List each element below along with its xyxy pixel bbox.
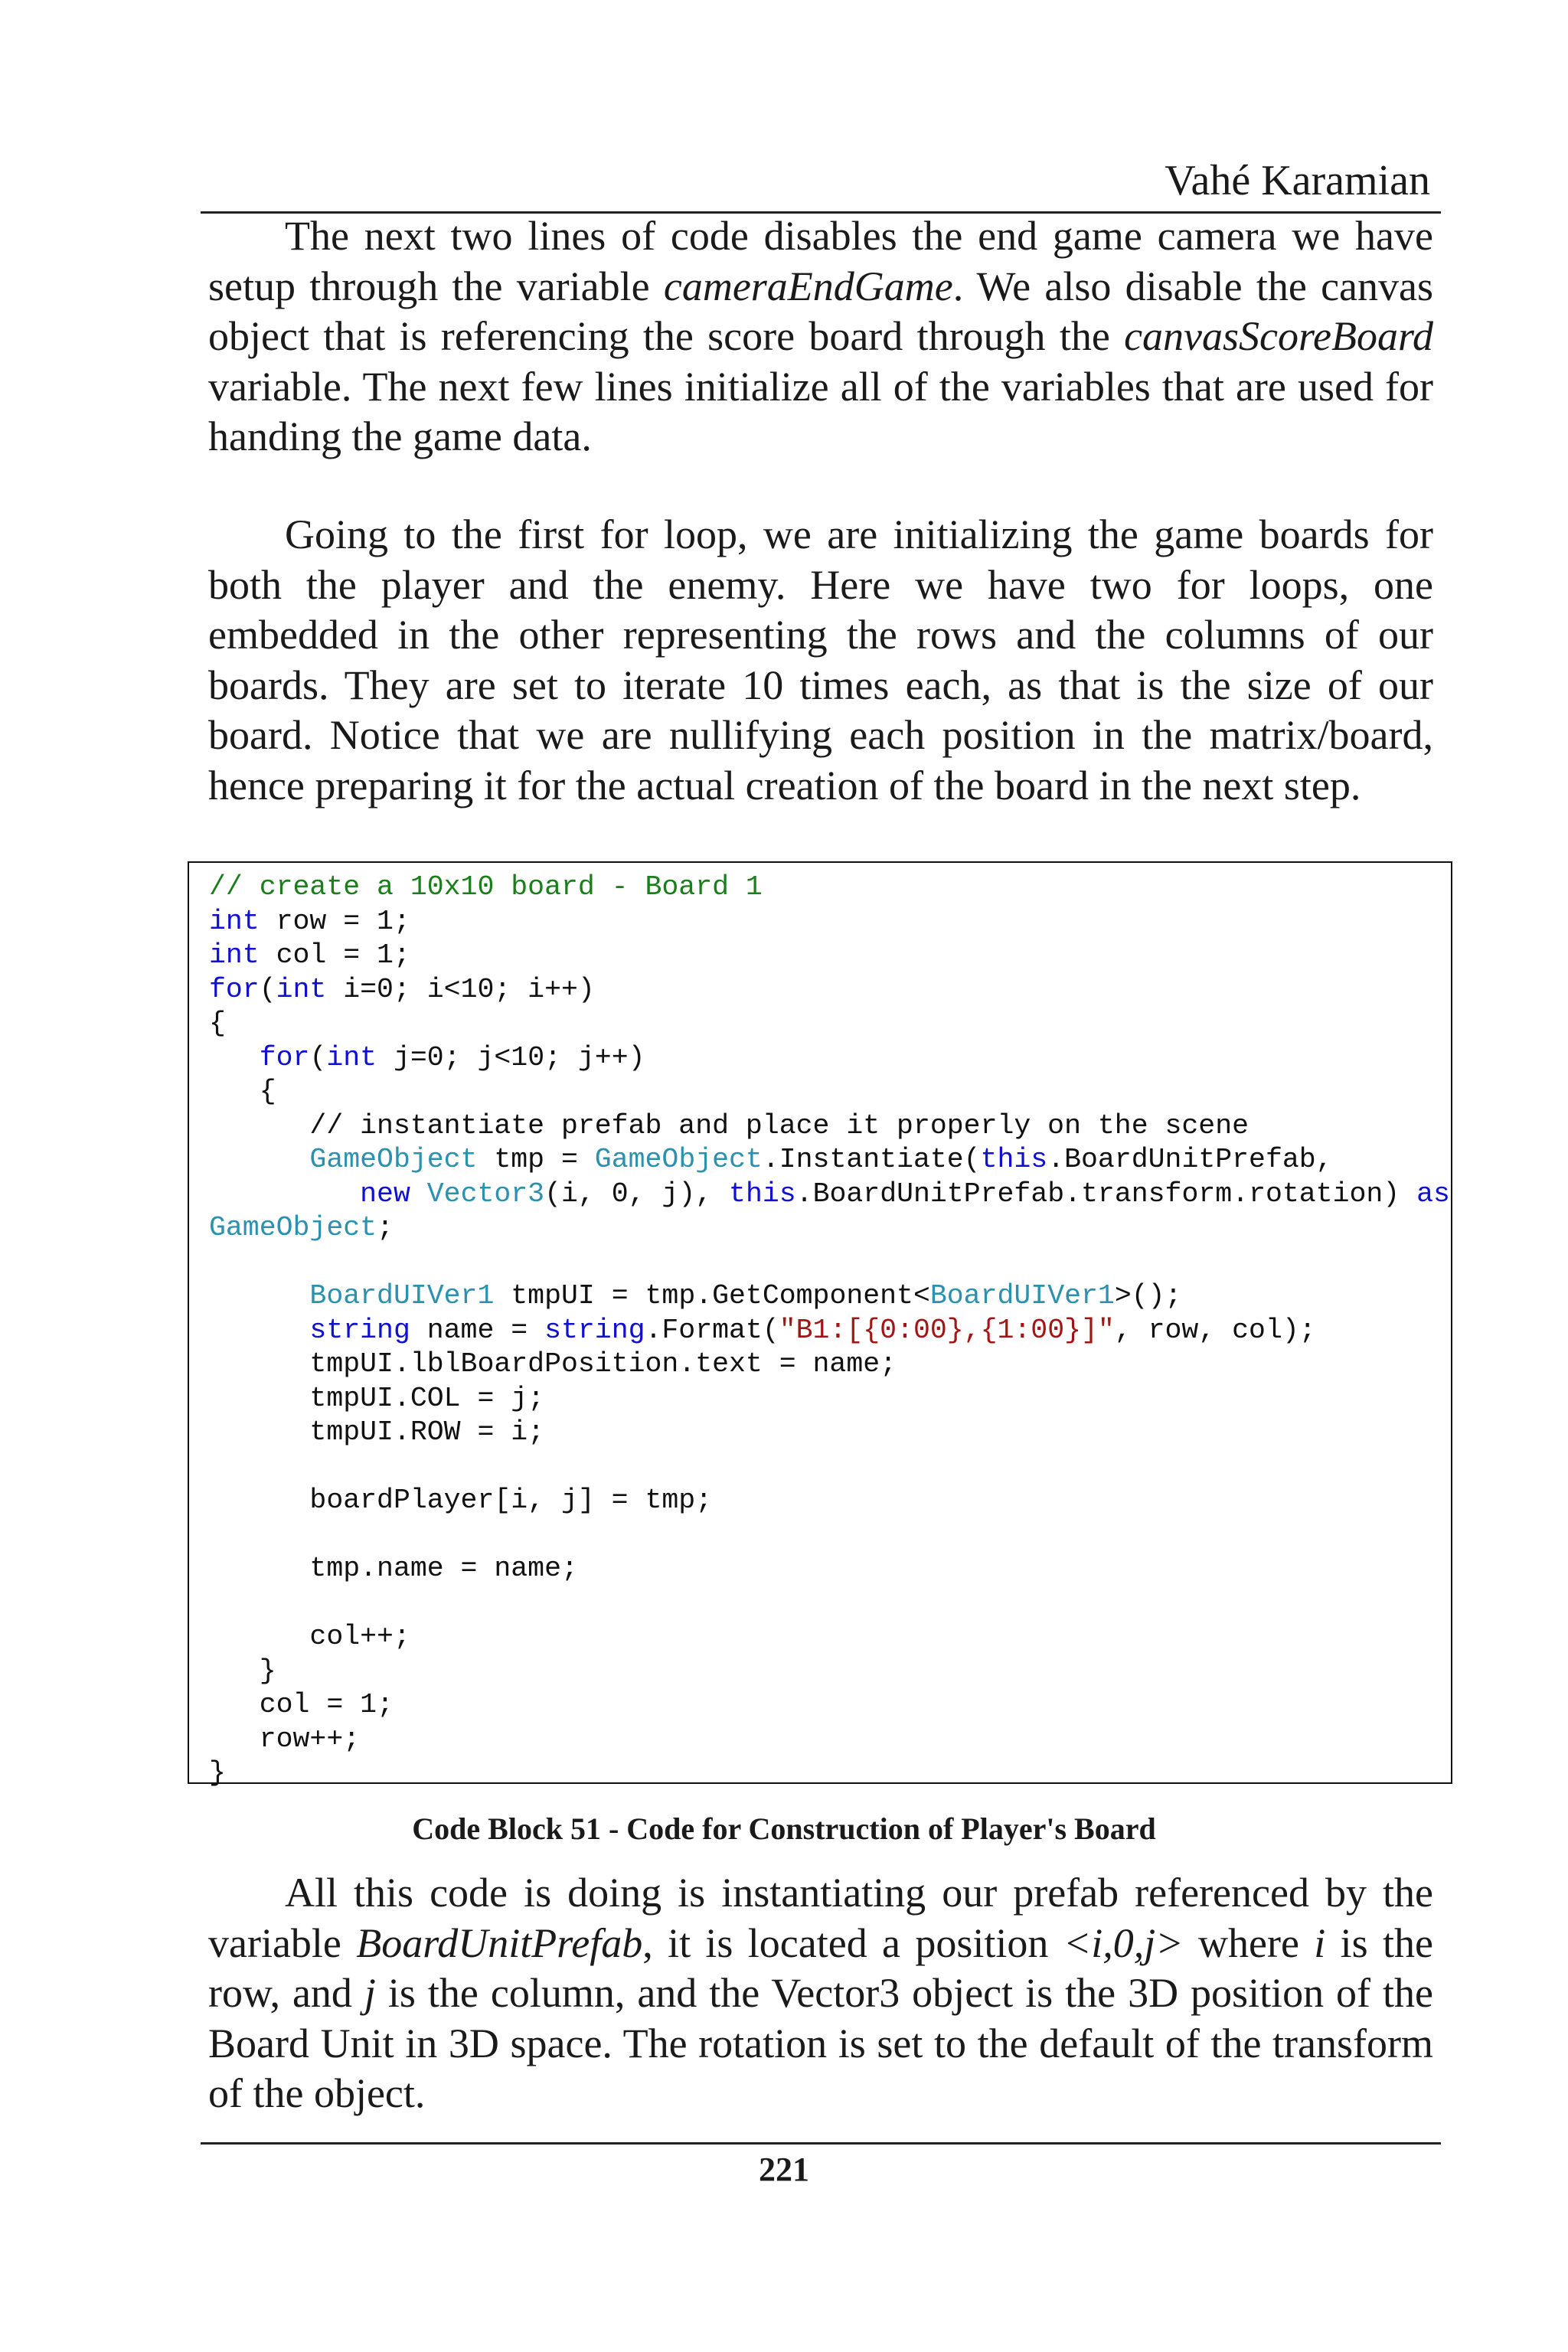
code-block-caption: Code Block 51 - Code for Construction of Player's Board [412,1811,1156,1846]
code-line [209,871,1450,905]
paragraph-3-variable-i: i [1314,1919,1326,1966]
paragraph-3-text-2: , it is located a position [642,1919,1063,1966]
code-token: for [209,973,260,1005]
paragraph-1-variable-camera-end-game: cameraEndGame [663,263,953,309]
code-token: this [980,1144,1048,1175]
paragraph-3 [208,1868,1433,2119]
code-lines [209,871,1450,1791]
code-line [209,939,1450,973]
code-token: "B1:[{0:00},{1:00}]" [779,1314,1115,1346]
paragraph-2 [208,510,1433,811]
paragraph-2-text: Going to the first for loop, we are initializing the game boards for both the player and the enemy. Here we have two for loops, one embedded in the other representing the rows and the columns of our boards. They are set to iterate 10 times each, as that is the size of our board. Notice that we are nullifying each position in the matrix/board, hence preparing it for the actual creation of the board in the next step. [208,511,1433,808]
code-token: } [209,1757,226,1788]
code-token [209,1315,309,1346]
code-token: ( [309,1041,327,1073]
code-token: , row, col); [1114,1314,1316,1346]
code-token: this [729,1178,796,1210]
code-line [209,1279,1450,1314]
code-line [209,1211,1450,1246]
header-author: Vahé Karamian [1165,157,1430,204]
code-token: string [544,1314,645,1346]
code-line [209,905,1450,939]
code-line [209,1382,1450,1416]
paragraph-3-text-4: is the row, and [208,1919,1433,2016]
code-token: tmpUI = tmp.GetComponent< [494,1280,930,1312]
code-line [209,1552,1450,1586]
paragraph-1-variable-canvas-score-board: canvasScoreBoard [1124,313,1433,359]
code-token: { [209,1008,226,1039]
code-line [209,1484,1450,1518]
code-token: Vector3 [426,1178,545,1210]
code-token: name = [410,1314,545,1346]
code-line [209,1416,1450,1450]
code-line [209,1143,1450,1178]
code-line [209,1109,1450,1144]
paragraph-3-variable-board-unit-prefab: BoardUnitPrefab [356,1919,643,1966]
code-token: i=0; i<10; i++) [326,973,595,1005]
code-token: { [209,1076,276,1107]
code-token: j=0; j<10; j++) [377,1041,645,1073]
code-line [209,1075,1450,1109]
code-line [209,1178,1450,1212]
paragraph-3-position-vector: <i,0,j> [1063,1919,1184,1966]
code-line [209,1586,1450,1621]
code-token [209,1178,360,1210]
code-token: row++; [209,1723,361,1755]
code-token: tmp = [477,1144,595,1175]
code-token: >(); [1114,1280,1182,1312]
code-token: (i, 0, j), [544,1178,730,1210]
code-line [209,1007,1450,1041]
paragraph-1-text-1: The next two lines of code disables the end game camera we have setup through the variable [208,213,1433,309]
code-token: GameObject [209,1212,377,1243]
code-token: tmp.name = name; [209,1553,578,1584]
code-token: for [259,1041,310,1073]
code-line [209,1450,1450,1485]
code-token [209,1042,260,1073]
code-token: col = 1; [259,939,410,971]
code-line [209,1688,1450,1723]
code-token [209,1280,309,1312]
code-token: BoardUIVer1 [309,1280,495,1312]
code-token: .Format( [645,1314,779,1346]
code-token: // instantiate prefab and place it properly on the scene [209,1109,1250,1142]
code-line [209,1041,1450,1076]
code-token: BoardUIVer1 [929,1280,1115,1312]
code-line [209,1756,1450,1791]
paragraph-3-text-1: All this code is doing is instantiating our prefab referenced by the variable [208,1870,1433,1966]
code-token: } [209,1655,276,1687]
code-token: new [360,1178,410,1210]
code-token: int [209,939,260,971]
code-token: GameObject [309,1144,478,1175]
paragraph-1-text-3: variable. The next few lines initialize all of the variables that are used for handing the game data. [208,363,1433,459]
paragraph-3-text-3: where [1183,1919,1315,1966]
code-token: ; [377,1212,394,1243]
code-block [188,861,1452,1788]
code-line [209,1518,1450,1553]
code-token: ( [259,973,276,1005]
code-token: tmpUI.ROW = i; [209,1416,545,1448]
code-token: int [326,1041,377,1073]
code-line [209,1723,1450,1757]
code-token: string [309,1314,410,1346]
code-line [209,1246,1450,1280]
footer-rule [201,2142,1441,2145]
code-token: as [1416,1178,1450,1210]
code-token [410,1178,427,1210]
code-token: GameObject [594,1144,763,1175]
code-token: tmpUI.COL = j; [209,1382,545,1414]
code-line [209,1348,1450,1382]
code-token: int [209,905,260,937]
paragraph-3-variable-j: j [364,1970,376,2016]
code-token: // create a 10x10 board - Board 1 [209,871,763,903]
code-token: col++; [209,1621,410,1652]
paragraph-1 [208,211,1433,462]
code-token: tmpUI.lblBoardPosition.text = name; [209,1348,897,1380]
code-token: .BoardUnitPrefab, [1047,1144,1333,1175]
code-line [209,1655,1450,1689]
paragraph-1-text-2: . We also disable the canvas object that is referencing the score board through the [208,263,1433,359]
code-token: boardPlayer[i, j] = tmp; [209,1485,713,1516]
code-token: .BoardUnitPrefab.transform.rotation) [795,1178,1417,1210]
code-token [209,1144,309,1175]
code-line [209,1620,1450,1655]
paragraph-3-text-5: is the column, and the Vector3 object is the 3D position of the Board Unit in 3D space. The rotation is set to the default of the transform of the object. [208,1970,1433,2116]
code-line [209,973,1450,1008]
code-token: row = 1; [259,905,410,937]
code-token: col = 1; [209,1689,394,1720]
page-number: 221 [759,2151,809,2188]
code-line [209,1314,1450,1348]
code-token: .Instantiate( [762,1144,981,1175]
code-token: int [276,973,327,1005]
